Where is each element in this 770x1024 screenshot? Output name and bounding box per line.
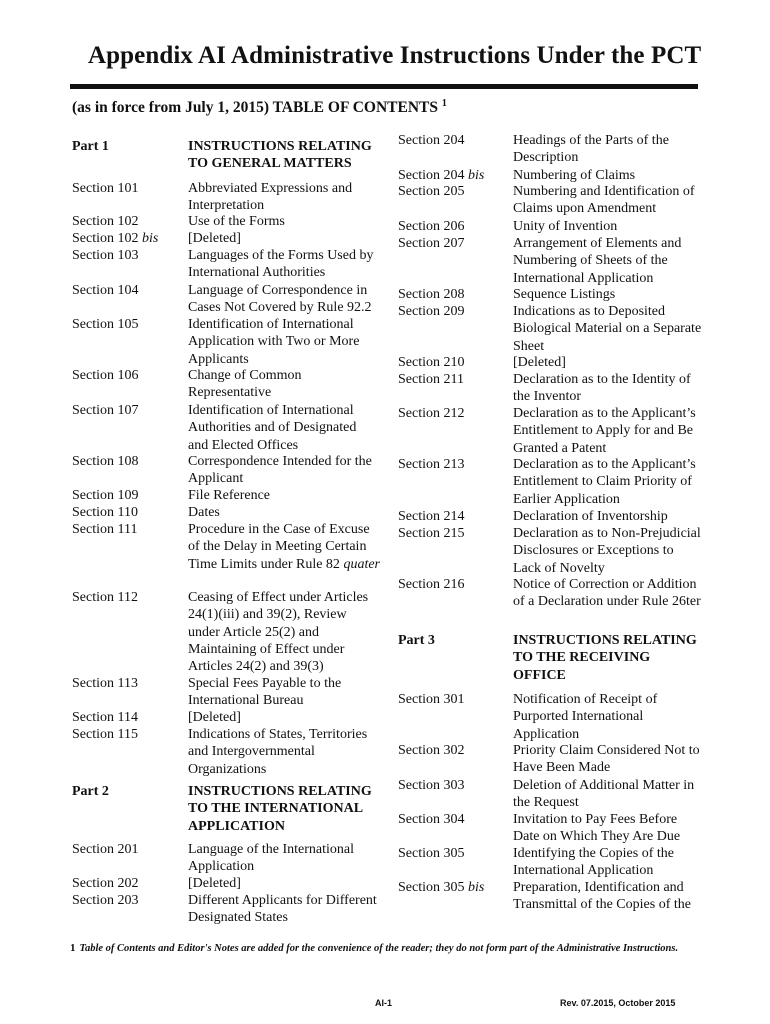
toc-section-title: [188, 589, 380, 675]
toc-section-title-text: Identification of International Authorities and of Designated and Elected Offices: [188, 403, 357, 453]
toc-section-number-text: Section 115: [72, 727, 138, 742]
toc-section-title-text: Numbering and Identification of Claims upon Amendment: [513, 184, 695, 217]
toc-section-number-text: Section 211: [398, 372, 464, 387]
toc-section-title: [188, 487, 380, 504]
toc-section-title: [513, 303, 705, 355]
toc-section-number-text: Section 208: [398, 287, 465, 302]
toc-section-number: [398, 691, 465, 708]
toc-section-title: [188, 247, 380, 282]
page-number: AI-1: [375, 998, 393, 1008]
toc-section-title-text: Languages of the Forms Used by International Authorities: [188, 248, 374, 281]
toc-section-title: [513, 167, 705, 184]
toc-section-number: [398, 576, 465, 593]
toc-section-number: [72, 841, 139, 858]
toc-section-number: [72, 402, 139, 419]
toc-section-number-text: Section 104: [72, 283, 139, 298]
toc-section-suffix: bis: [468, 168, 485, 183]
toc-section-title-text: Language of the International Application: [188, 842, 354, 875]
toc-section-number: [72, 504, 138, 521]
toc-section-number: [398, 286, 465, 303]
toc-section-title-text: Priority Claim Considered Not to Have Been Made: [513, 743, 700, 776]
toc-section-number: [72, 726, 138, 743]
toc-section-title: [188, 367, 380, 402]
toc-section-title-text: Identification of International Application with Two or More Applicants: [188, 317, 360, 367]
toc-section-title: [513, 235, 705, 287]
toc-section-title: [188, 138, 380, 173]
toc-section-suffix: bis: [142, 231, 159, 246]
toc-section-number: [398, 525, 465, 542]
toc-section-number: [72, 783, 109, 800]
toc-section-title-text: Declaration of Inventorship: [513, 509, 668, 524]
toc-section-title-text: Unity of Invention: [513, 219, 618, 234]
toc-section-title: [188, 230, 380, 247]
toc-section-title-text: Sequence Listings: [513, 287, 616, 302]
toc-section-number-text: Section 205: [398, 184, 465, 199]
toc-section-number: [72, 282, 139, 299]
toc-section-title-text: Declaration as to the Applicant’s Entitlement to Claim Priority of Earlier Application: [513, 457, 696, 507]
toc-section-title-text: Declaration as to the Applicant’s Entitlement to Apply for and Be Granted a Patent: [513, 406, 696, 456]
toc-section-number-text: Section 114: [72, 710, 138, 725]
footnote-mark: 1: [70, 942, 76, 954]
toc-section-title: [513, 508, 705, 525]
toc-section-title-text: Preparation, Identification and Transmittal of the Copies of the: [513, 880, 691, 913]
toc-section-title: [188, 709, 380, 726]
toc-subtitle: [72, 99, 447, 117]
toc-section-title-text: Indications of States, Territories and Intergovernmental Organizations: [188, 727, 368, 777]
toc-section-number: [72, 709, 138, 726]
toc-section-title: [188, 675, 380, 710]
toc-section-title: [513, 132, 705, 167]
toc-section-title: [188, 521, 380, 573]
toc-section-title-text: Declaration as to Non-Prejudicial Disclosures or Exceptions to Lack of Novelty: [513, 526, 701, 576]
toc-section-number-text: Section 102: [72, 231, 142, 246]
toc-section-number: [72, 138, 109, 155]
toc-section-number: [72, 453, 139, 470]
toc-section-number-text: Section 111: [72, 522, 138, 537]
toc-section-number-text: Section 215: [398, 526, 465, 541]
toc-section-number: [398, 218, 465, 235]
toc-section-number: [398, 371, 464, 388]
toc-section-number-text: Section 108: [72, 454, 139, 469]
toc-section-title: [188, 316, 380, 368]
footnote: [70, 941, 702, 956]
toc-section-number-text: Section 204: [398, 168, 468, 183]
toc-section-title-text: Procedure in the Case of Excuse of the Delay in Meeting Certain Time Limits under Rule 82: [188, 522, 370, 572]
toc-section-title-text: Arrangement of Elements and Numbering of Sheets of the International Application: [513, 236, 682, 286]
toc-section-title-italic: quater: [343, 556, 380, 572]
toc-section-number-text: Section 110: [72, 505, 138, 520]
toc-section-title-text: Indications as to Deposited Biological Material on a Separate Sheet: [513, 304, 702, 354]
toc-section-number: [398, 183, 465, 200]
toc-section-number: [398, 405, 465, 422]
toc-section-title-text: Notice of Correction or Addition of a Declaration under Rule 26ter: [513, 577, 701, 610]
toc-section-title-text: Headings of the Parts of the Description: [513, 133, 669, 166]
toc-section-title: [513, 405, 705, 457]
toc-section-title-text: [Deleted]: [188, 710, 241, 725]
toc-section-number: [398, 632, 435, 649]
toc-section-title: [513, 456, 705, 508]
toc-section-title-text: INSTRUCTIONS RELATING TO GENERAL MATTERS: [188, 139, 372, 172]
page-title: Appendix AI Administrative Instructions Under the PCT: [88, 42, 702, 69]
toc-section-number-text: Section 106: [72, 368, 139, 383]
toc-section-title-text: Abbreviated Expressions and Interpretation: [188, 181, 353, 214]
toc-section-title-text: Declaration as to the Identity of the Inventor: [513, 372, 691, 405]
toc-section-title-text: INSTRUCTIONS RELATING TO THE INTERNATIONAL APPLICATION: [188, 784, 372, 834]
toc-section-title: [188, 402, 380, 454]
toc-section-title-text: Dates: [188, 505, 220, 520]
toc-section-number-text: Section 210: [398, 355, 465, 370]
toc-section-number-text: Section 103: [72, 248, 139, 263]
toc-section-number-text: Section 302: [398, 743, 465, 758]
toc-section-title: [513, 218, 705, 235]
toc-section-title: [188, 875, 380, 892]
toc-section-number-text: Section 113: [72, 676, 138, 691]
toc-section-number: [398, 508, 465, 525]
toc-section-number-text: Part 3: [398, 633, 435, 648]
toc-section-number: [398, 132, 465, 149]
revision-label: Rev. 07.2015, October 2015: [560, 998, 676, 1008]
toc-section-suffix: bis: [468, 880, 485, 895]
toc-section-title: [188, 726, 380, 778]
toc-section-title-text: Different Applicants for Different Designated States: [188, 893, 377, 926]
toc-section-title: [513, 777, 705, 812]
toc-subtitle-text: (as in force from July 1, 2015) TABLE OF CONTENTS: [72, 99, 438, 116]
toc-section-number-text: Section 216: [398, 577, 465, 592]
toc-section-title: [188, 453, 380, 488]
toc-section-number-text: Part 2: [72, 784, 109, 799]
toc-section-number-text: Section 206: [398, 219, 465, 234]
toc-section-title: [513, 691, 705, 743]
toc-section-title-text: [Deleted]: [513, 355, 566, 370]
toc-section-number: [72, 367, 139, 384]
footnote-text: Table of Contents and Editor's Notes are added for the convenience of the reader; they do not form part of the Administrative Instructions.: [79, 943, 679, 954]
toc-section-title-text: Special Fees Payable to the International Bureau: [188, 676, 342, 709]
toc-section-number: [398, 235, 465, 252]
toc-section-title: [513, 742, 705, 777]
toc-section-number-text: Section 109: [72, 488, 139, 503]
toc-section-title: [513, 286, 705, 303]
toc-section-number: [72, 521, 137, 538]
toc-section-title-text: Identifying the Copies of the International Application: [513, 846, 674, 879]
toc-section-number: [398, 303, 465, 320]
toc-section-number-text: Section 202: [72, 876, 139, 891]
toc-section-number-text: Section 305: [398, 880, 468, 895]
toc-section-number: [398, 742, 465, 759]
toc-section-title-text: [Deleted]: [188, 231, 241, 246]
toc-section-title: [513, 354, 705, 371]
toc-section-number-text: Section 101: [72, 181, 139, 196]
toc-section-number: [72, 487, 139, 504]
toc-section-title: [513, 371, 705, 406]
toc-section-number: [72, 875, 139, 892]
toc-section-title: [513, 576, 705, 611]
toc-section-title: [513, 845, 705, 880]
toc-section-number: [72, 675, 138, 692]
toc-section-number-text: Section 209: [398, 304, 465, 319]
toc-section-title: [188, 213, 380, 230]
toc-section-number-text: Section 301: [398, 692, 465, 707]
toc-section-number-text: Section 305: [398, 846, 465, 861]
toc-section-title-text: Use of the Forms: [188, 214, 285, 229]
toc-section-title: [188, 504, 380, 521]
toc-section-title-text: Notification of Receipt of Purported International Application: [513, 692, 658, 742]
toc-section-title-text: Language of Correspondence in Cases Not Covered by Rule 92.2: [188, 283, 372, 316]
toc-section-number-text: Section 102: [72, 214, 139, 229]
toc-section-title: [513, 525, 705, 577]
toc-section-number-text: Section 207: [398, 236, 465, 251]
toc-section-number: [72, 180, 139, 197]
toc-section-number-text: Section 303: [398, 778, 465, 793]
toc-section-number-text: Section 213: [398, 457, 465, 472]
toc-section-number-text: Section 105: [72, 317, 139, 332]
toc-section-number: [72, 213, 139, 230]
toc-section-number: [398, 879, 484, 896]
toc-section-number-text: Section 107: [72, 403, 139, 418]
toc-section-number: [72, 892, 139, 909]
toc-section-title-text: Invitation to Pay Fees Before Date on Which They Are Due: [513, 812, 681, 845]
toc-section-title: [513, 811, 705, 846]
toc-section-title-text: File Reference: [188, 488, 271, 503]
toc-section-title: [513, 632, 705, 684]
toc-section-title-text: Ceasing of Effect under Articles 24(1)(iii) and 39(2), Review under Article 25(2) and Maintaining of Effect under Articles 24(2) and 39(3): [188, 590, 369, 675]
toc-section-title: [188, 180, 380, 215]
toc-section-title: [188, 282, 380, 317]
toc-section-number: [72, 247, 139, 264]
toc-section-number-text: Section 214: [398, 509, 465, 524]
toc-section-number-text: Section 203: [72, 893, 139, 908]
toc-section-number-text: Section 304: [398, 812, 465, 827]
toc-section-number-text: Section 204: [398, 133, 465, 148]
toc-section-title-text: Correspondence Intended for the Applicant: [188, 454, 372, 487]
toc-section-title: [188, 841, 380, 876]
toc-section-number-text: Section 201: [72, 842, 139, 857]
toc-section-title-text: Deletion of Additional Matter in the Request: [513, 778, 695, 811]
toc-section-title-text: Numbering of Claims: [513, 168, 636, 183]
toc-section-number: [398, 167, 484, 184]
title-rule: [70, 84, 698, 89]
toc-section-title: [188, 892, 380, 927]
toc-section-title: [513, 879, 705, 914]
toc-section-number-text: Part 1: [72, 139, 109, 154]
toc-section-number: [398, 777, 465, 794]
toc-section-number: [72, 316, 139, 333]
toc-section-title-text: Change of Common Representative: [188, 368, 302, 401]
toc-section-number-text: Section 212: [398, 406, 465, 421]
toc-section-title: [513, 183, 705, 218]
toc-section-number-text: Section 112: [72, 590, 138, 605]
toc-section-number: [72, 230, 158, 247]
toc-section-number: [398, 456, 465, 473]
footnote-ref: 1: [441, 97, 447, 109]
toc-section-number: [398, 354, 465, 371]
toc-section-number: [72, 589, 138, 606]
toc-section-title-text: INSTRUCTIONS RELATING TO THE RECEIVING OFFICE: [513, 633, 697, 683]
toc-section-number: [398, 845, 465, 862]
toc-section-number: [398, 811, 465, 828]
toc-section-title: [188, 783, 380, 835]
toc-section-title-text: [Deleted]: [188, 876, 241, 891]
